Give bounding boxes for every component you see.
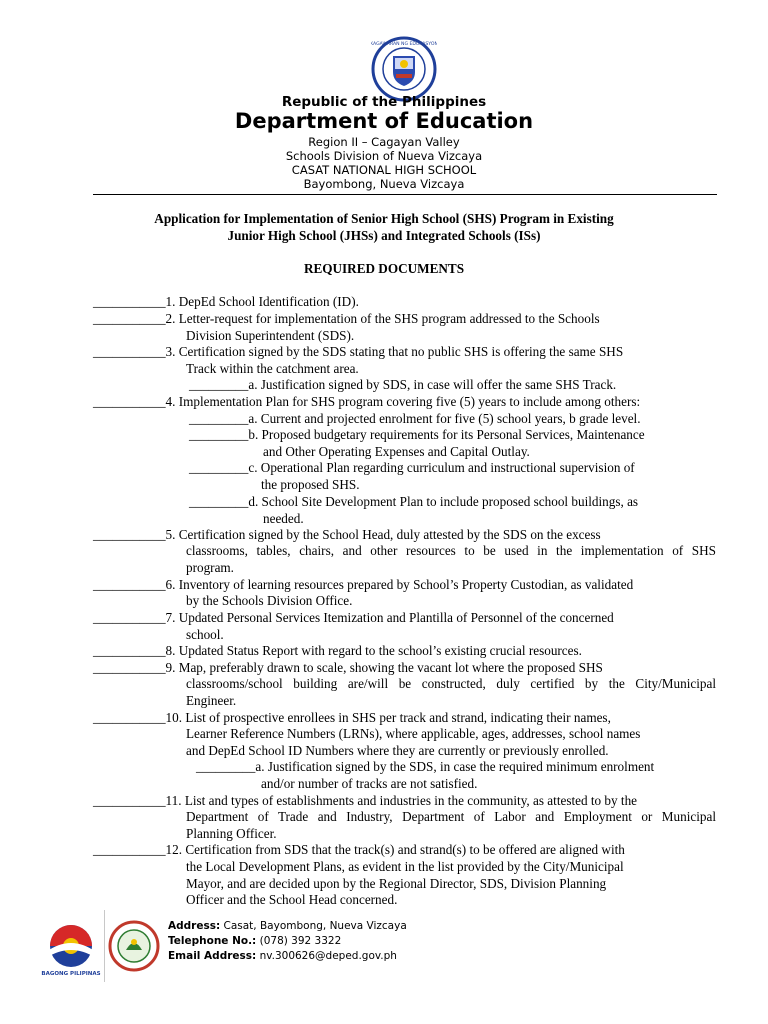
list-item: and Other Operating Expenses and Capital Outlay. <box>263 444 530 459</box>
header-divider <box>93 194 717 195</box>
title-line-1: Application for Implementation of Senior High School (SHS) Program in Existing <box>154 211 614 226</box>
bagong-pilipinas-logo <box>40 922 102 978</box>
school-name: CASAT NATIONAL HIGH SCHOOL <box>291 163 477 177</box>
list-item: Officer and the School Head concerned. <box>186 892 398 907</box>
list-item: ___________1. DepEd School Identification (ID). <box>93 294 359 309</box>
list-item: ___________2. Letter-request for implementation of the SHS program addressed to the Schools <box>93 311 600 326</box>
svg-text:KAGAWARAN NG EDUKASYON: KAGAWARAN NG EDUKASYON <box>371 42 437 47</box>
list-item: ___________6. Inventory of learning resources prepared by School’s Property Custodian, as validated <box>93 577 634 592</box>
list-item: _________a. Current and projected enrolment for five (5) school years, b grade level. <box>189 411 641 426</box>
region-text: Region II – Cagayan Valley <box>308 135 460 149</box>
list-item: school. <box>186 627 224 642</box>
list-item: ___________11. List and types of establishments and industries in the community, as attested to by the <box>93 793 638 808</box>
section-heading: REQUIRED DOCUMENTS <box>303 261 465 276</box>
title-line-2: Junior High School (JHSs) and Integrated Schools (ISs) <box>227 228 541 243</box>
footer-email: Email Address: nv.300626@deped.gov.ph <box>168 950 397 962</box>
list-item: ___________7. Updated Personal Services Itemization and Plantilla of Personnel of the concerned <box>93 610 614 625</box>
list-item: ___________3. Certification signed by the SDS stating that no public SHS is offering the same SHS <box>93 344 624 359</box>
school-seal <box>108 920 160 972</box>
footer-logo-divider <box>104 910 105 982</box>
list-item: and/or number of tracks are not satisfied. <box>261 776 478 791</box>
deped-seal <box>371 36 437 102</box>
list-item: Track within the catchment area. <box>186 361 359 376</box>
list-item: the proposed SHS. <box>261 477 360 492</box>
svg-text:BAGONG PILIPINAS: BAGONG PILIPINAS <box>41 971 101 977</box>
list-item: ___________10. List of prospective enrollees in SHS per track and strand, indicating their names, <box>93 710 611 725</box>
list-item: Engineer. <box>186 693 237 708</box>
list-item: Mayor, and are decided upon by the Regional Director, SDS, Division Planning <box>186 876 607 891</box>
list-item: ___________9. Map, preferably drawn to scale, showing the vacant lot where the proposed SHS <box>93 660 603 675</box>
division-text: Schools Division of Nueva Vizcaya <box>285 149 483 163</box>
town-text: Bayombong, Nueva Vizcaya <box>303 177 465 191</box>
list-item: _________d. School Site Development Plan to include proposed school buildings, as <box>189 494 639 509</box>
list-item: Planning Officer. <box>186 826 277 841</box>
republic-heading: Republic of the Philippines <box>281 94 487 110</box>
list-item: program. <box>186 560 234 575</box>
footer-address: Address: Casat, Bayombong, Nueva Vizcaya <box>168 920 407 932</box>
list-item: ___________12. Certification from SDS that the track(s) and strand(s) to be offered are aligned with <box>93 842 625 857</box>
list-item: Department of Trade and Industry, Department of Labor and Employment or Municipal <box>186 809 716 824</box>
list-item: classrooms/school building are/will be constructed, duly certified by the City/Municipal <box>186 676 716 691</box>
list-item: _________a. Justification signed by the SDS, in case the required minimum enrolment <box>196 759 655 774</box>
list-item: ___________4. Implementation Plan for SHS program covering five (5) years to include among others: <box>93 394 641 409</box>
list-item: Learner Reference Numbers (LRNs), where applicable, ages, addresses, school names <box>186 726 641 741</box>
list-item: classrooms, tables, chairs, and other resources to be used in the implementation of SHS <box>186 543 716 558</box>
list-item: _________b. Proposed budgetary requirements for its Personal Services, Maintenance <box>189 427 645 442</box>
list-item: and DepEd School ID Numbers where they are currently or previously enrolled. <box>186 743 609 758</box>
department-heading: Department of Education <box>234 109 534 133</box>
list-item: ___________5. Certification signed by the School Head, duly attested by the SDS on the excess <box>93 527 601 542</box>
list-item: Division Superintendent (SDS). <box>186 328 355 343</box>
footer-phone: Telephone No.: (078) 392 3322 <box>168 935 342 947</box>
list-item: the Local Development Plans, as evident in the list provided by the City/Municipal <box>186 859 624 874</box>
list-item: by the Schools Division Office. <box>186 593 353 608</box>
list-item: needed. <box>263 511 304 526</box>
list-item: ___________8. Updated Status Report with regard to the school’s existing crucial resources. <box>93 643 582 658</box>
list-item: _________a. Justification signed by SDS, in case will offer the same SHS Track. <box>189 377 617 392</box>
list-item: _________c. Operational Plan regarding curriculum and instructional supervision of <box>189 460 635 475</box>
